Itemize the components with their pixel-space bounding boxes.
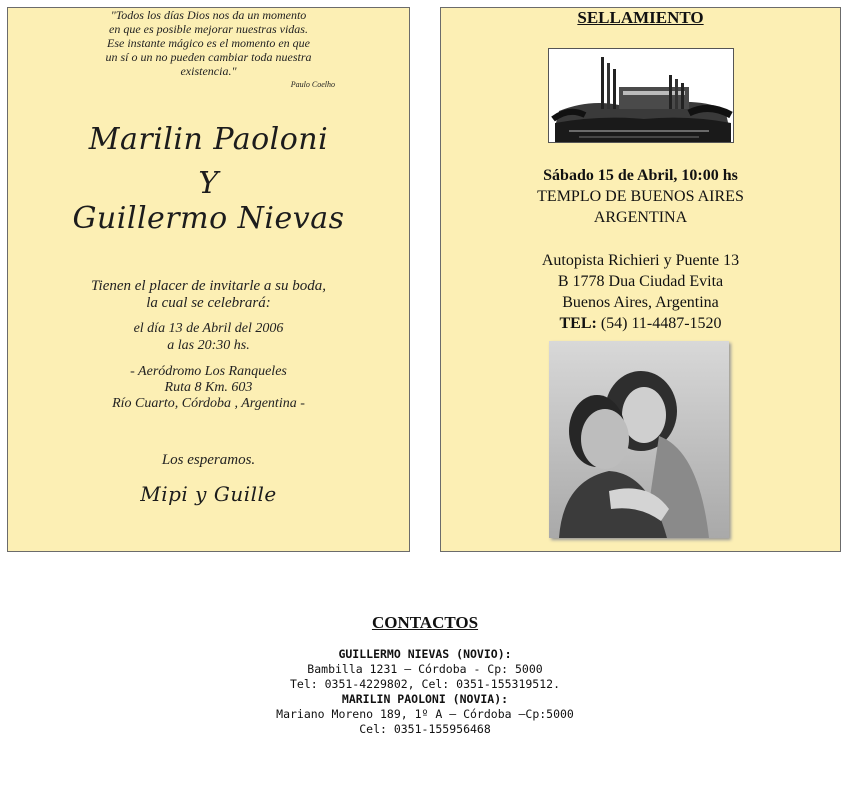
contacts-section (0, 647, 850, 737)
groom-address: Bambilla 1231 – Córdoba - Cp: 5000 (307, 662, 543, 676)
date-suffix: hs (718, 167, 738, 184)
groom-phones: Tel: 0351-4229802, Cel: 0351-155319512. (289, 677, 561, 691)
date-prefix: Sábado (543, 167, 598, 184)
bride-phone: Cel: 0351-155956468 (359, 722, 491, 736)
temple-line: TEMPLO DE BUENOS AIRES (537, 188, 744, 205)
ceremony-details (441, 165, 840, 228)
address-line: Buenos Aires, Argentina (562, 294, 719, 311)
venue-line: - Aeródromo Los Ranqueles (130, 364, 287, 379)
date-line: el día 13 de Abril del 2006 (133, 321, 284, 336)
bride-contact-heading: MARILIN PAOLONI (NOVIA): (341, 692, 509, 706)
sealing-card (440, 7, 841, 552)
temple-drawing (549, 49, 734, 143)
bride-address: Mariano Moreno 189, 1º A – Córdoba –Cp:5000 (276, 707, 574, 721)
groom-contact-heading: GUILLERMO NIEVAS (NOVIO): (338, 647, 512, 661)
venue-line: Río Cuarto, Córdoba , Argentina - (112, 396, 305, 411)
couple-photo-drawing (549, 341, 729, 538)
contacts-title: CONTACTOS (371, 613, 479, 632)
wedding-date (8, 320, 409, 354)
invite-line: la cual se celebrará: (146, 295, 271, 311)
temple-image (548, 48, 734, 143)
invitation-text (8, 278, 409, 312)
quote-line: existencia." (180, 64, 237, 78)
sealing-title: SELLAMIENTO (577, 8, 704, 27)
temple-line: ARGENTINA (593, 209, 688, 226)
quote-line: un sí o un no pueden cambiar toda nuestra (105, 50, 312, 64)
bride-name: Marilin Paoloni (88, 122, 329, 157)
temple-address (441, 250, 840, 334)
venue-line: Ruta 8 Km. 603 (164, 380, 253, 395)
couple-photo (549, 341, 729, 538)
address-line: B 1778 Dua Ciudad Evita (557, 273, 724, 290)
wedding-venue (8, 364, 409, 412)
temple-phone (441, 313, 840, 334)
quote-author: Paulo Coelho (290, 80, 335, 89)
groom-name: Guillermo Nievas (72, 201, 345, 236)
date-line: a las 20:30 hs. (167, 338, 250, 353)
quote-line: Ese instante mágico es el momento en que (107, 36, 310, 50)
tel-value: (54) 11-4487-1520 (596, 315, 722, 332)
address-line: Autopista Richieri y Puente 13 (541, 252, 740, 269)
quote (8, 8, 409, 78)
quote-line: en que es posible mejorar nuestras vidas. (109, 22, 308, 36)
invitation-card (7, 7, 410, 552)
date-time: 10:00 (681, 167, 719, 184)
tel-label: TEL: (559, 315, 597, 332)
ceremony-date (441, 165, 840, 186)
date-mid: de Abril, (613, 167, 682, 184)
quote-line: "Todos los días Dios nos da un momento (110, 8, 307, 22)
invite-line: Tienen el placer de invitarle a su boda, (91, 278, 326, 294)
and-conjunction: Y (198, 166, 219, 201)
signature: Mipi y Guille (140, 482, 277, 506)
date-day: 15 (597, 167, 614, 184)
closing-text: Los esperamos. (161, 452, 256, 468)
